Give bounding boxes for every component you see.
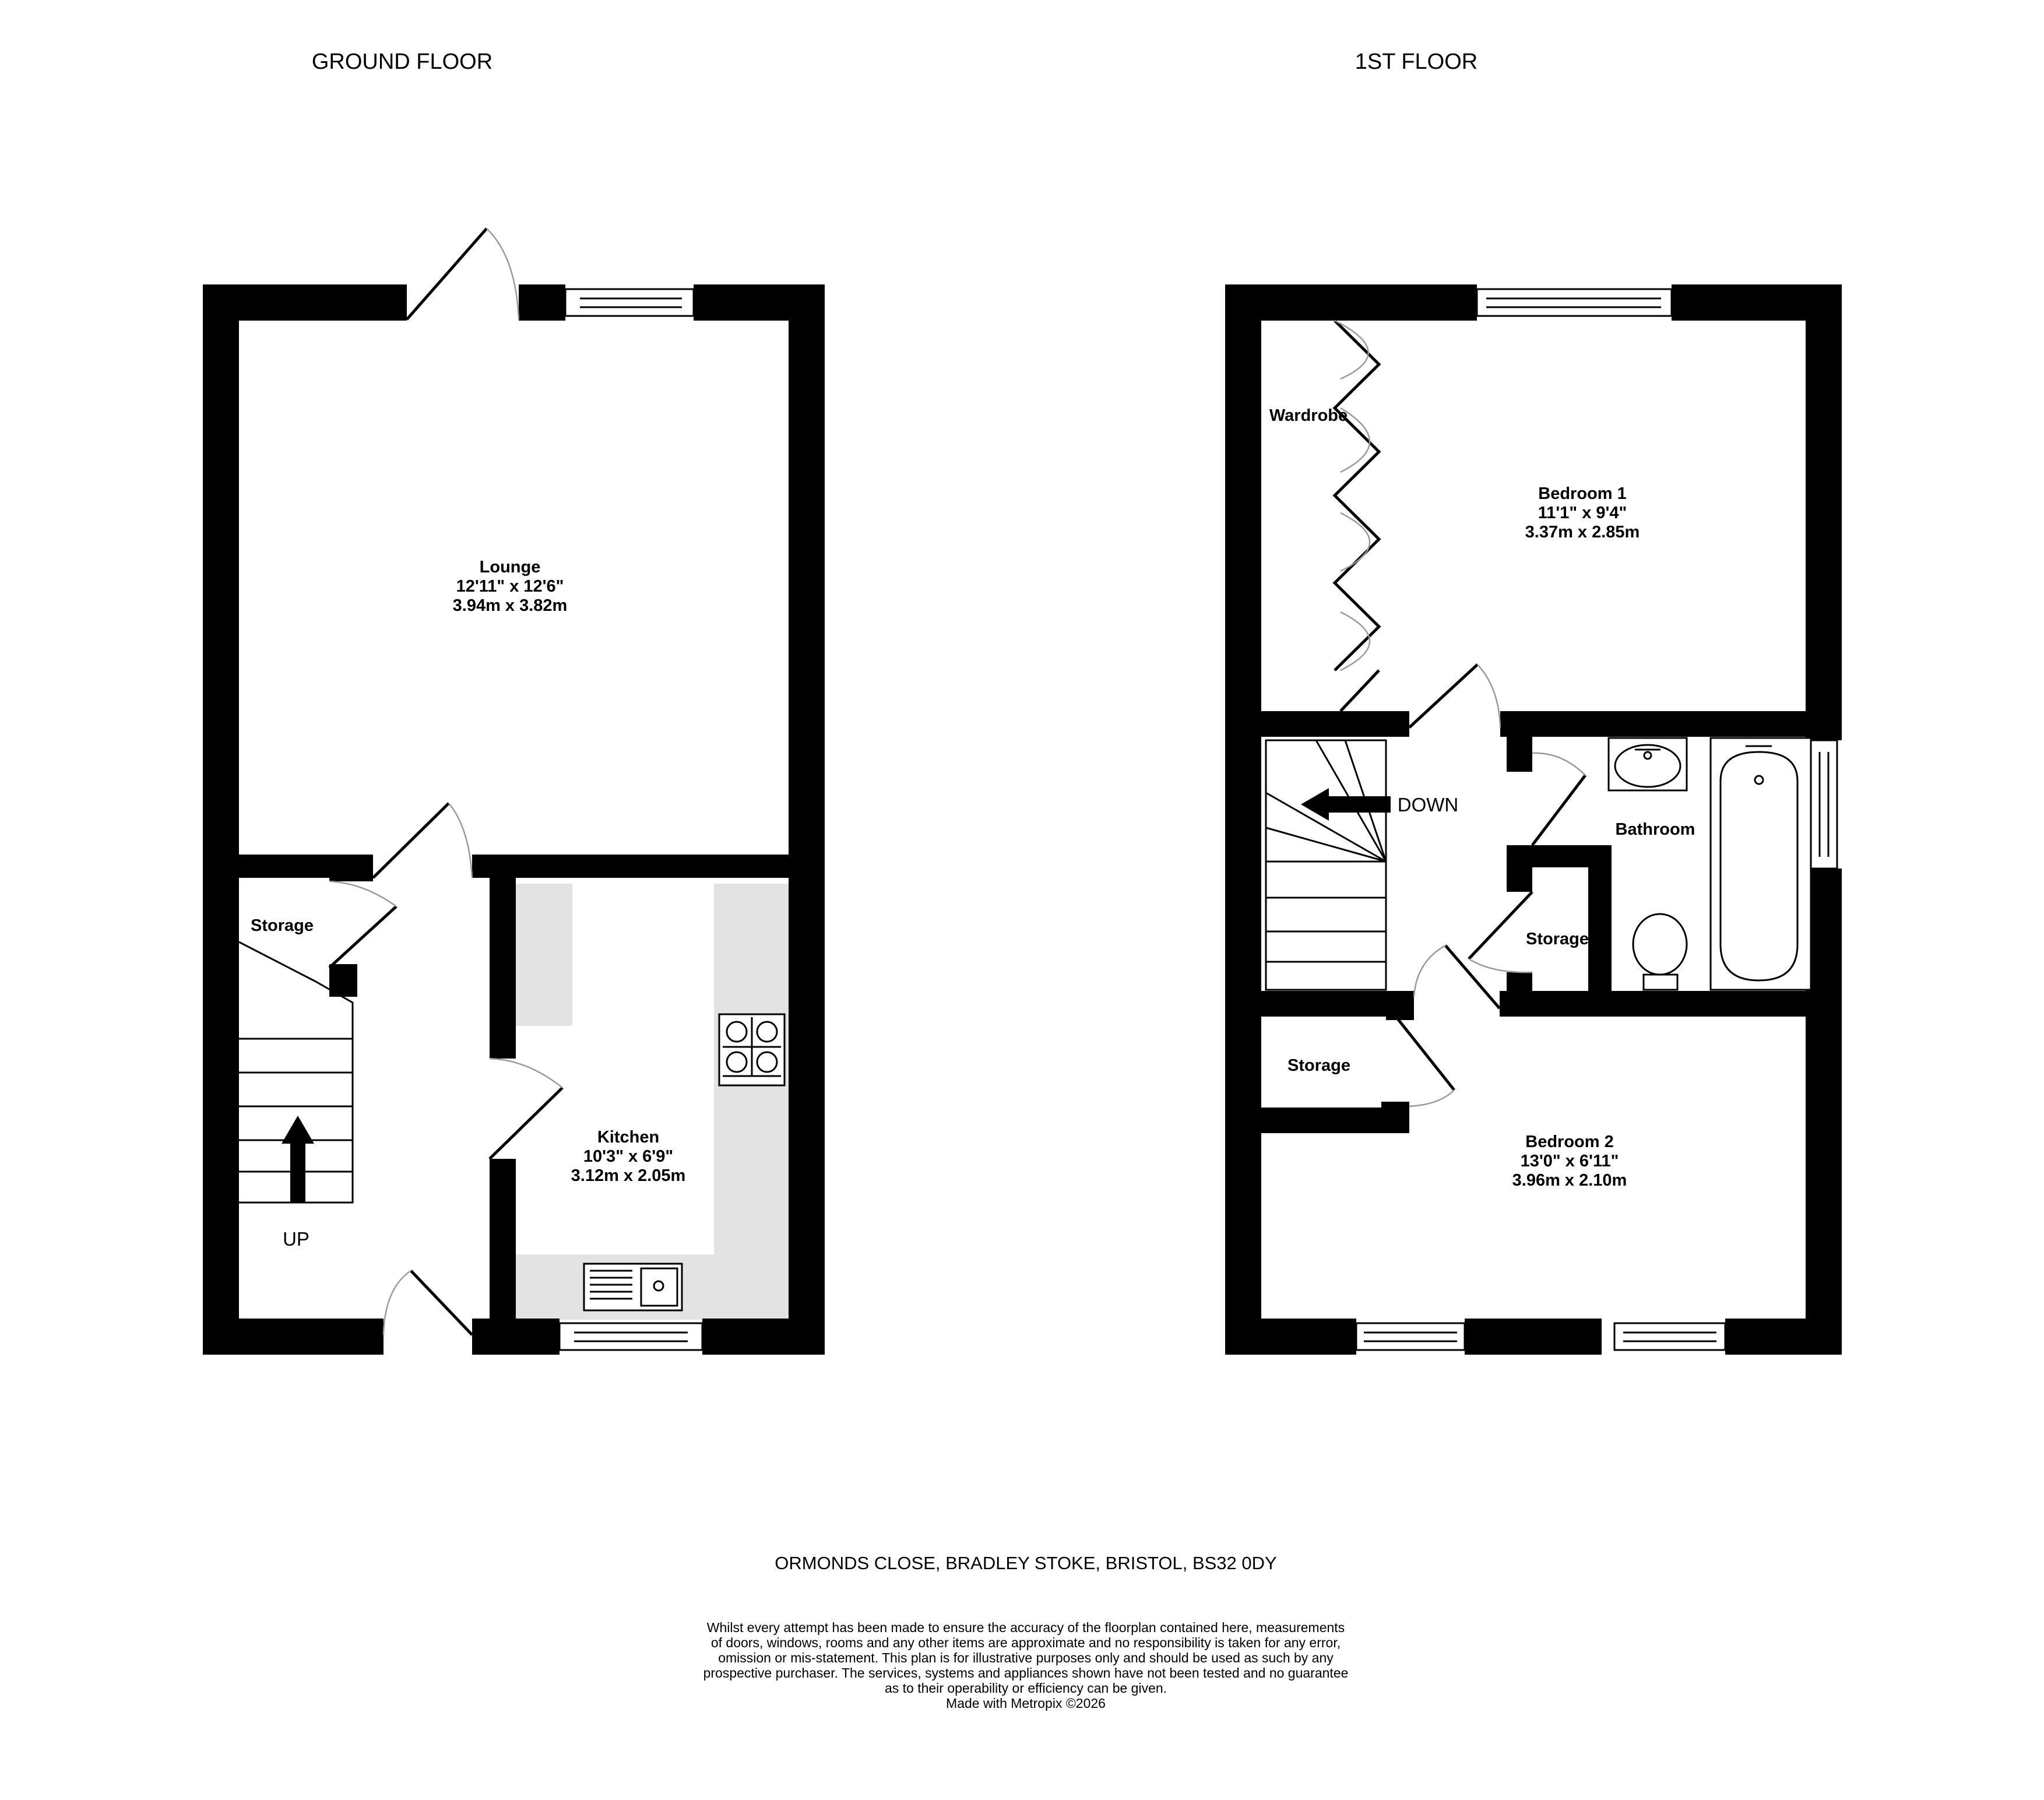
ground-left-wall: [203, 284, 239, 1355]
kitchen-left-wall-lower: [490, 1159, 516, 1319]
storage-door: [329, 906, 396, 968]
kitchen-label: Kitchen: [597, 1128, 660, 1147]
lounge-dims-imperial: 12'11" x 12'6": [456, 577, 564, 596]
lounge-dims-metric: 3.94m x 3.82m: [452, 596, 568, 615]
first-floor-plan: [1225, 284, 1842, 1355]
metropix-credit: Made with Metropix ©2026: [946, 1696, 1106, 1711]
svg-text:prospective purchaser. The ser: prospective purchaser. The services, systems and appliances shown have not been tested and no guarantee: [703, 1665, 1349, 1681]
ground-floor-plan: [203, 228, 825, 1355]
ground-floor-title: GROUND FLOOR: [311, 50, 493, 74]
disclaimer: [703, 1620, 1349, 1711]
landing-storage-label: Storage: [1526, 930, 1589, 948]
bedroom2-label: Bedroom 2: [1525, 1133, 1614, 1151]
stairs-up-label: UP: [283, 1228, 309, 1250]
kitchen-counter-upper: [516, 884, 572, 1026]
first-stairs: [1266, 740, 1391, 990]
bedroom2-dims-imperial: 13'0" x 6'11": [1520, 1152, 1619, 1170]
toilet-icon: [1633, 914, 1687, 990]
wardrobe-label: Wardrobe: [1269, 406, 1348, 425]
svg-text:of doors, windows, rooms and a: of doors, windows, rooms and any other items are approximate and no responsibility is taken for any error,: [710, 1635, 1341, 1650]
wardrobe-doors: [1335, 321, 1379, 670]
landing-bedroom2-wall-right: [1500, 991, 1806, 1017]
first-bottom-wall-left: [1225, 1319, 1356, 1355]
kitchen-dims-imperial: 10'3" x 6'9": [583, 1147, 674, 1166]
bathtub-icon: [1711, 738, 1811, 990]
sink-icon: [584, 1264, 682, 1310]
bedroom2-window-right: [1614, 1323, 1725, 1350]
ground-storage-label: Storage: [251, 916, 314, 935]
bedroom2-dims-metric: 3.96m x 2.10m: [1512, 1171, 1627, 1190]
ground-bottom-wall-mid: [472, 1319, 560, 1355]
washbasin-icon: [1609, 738, 1687, 790]
bathroom-label: Bathroom: [1615, 820, 1695, 839]
ground-top-wall-mid: [519, 284, 565, 321]
ground-bottom-wall-left: [203, 1319, 384, 1355]
storage-bathroom-wall: [1588, 845, 1612, 991]
bedroom1-window: [1477, 289, 1672, 316]
first-top-wall-left: [1225, 284, 1430, 321]
kitchen-left-wall-upper: [490, 878, 516, 1059]
ground-bottom-wall-right: [702, 1319, 825, 1355]
landing-storage-door: [1469, 892, 1532, 959]
stairs-down-label: DOWN: [1397, 794, 1459, 815]
ground-top-wall-right: [694, 284, 825, 321]
bathroom-door: [1532, 775, 1585, 845]
property-address: ORMONDS CLOSE, BRADLEY STOKE, BRISTOL, BS32 0DY: [775, 1553, 1277, 1573]
bedroom1-bathroom-wall: [1500, 711, 1806, 737]
first-right-wall-upper: [1806, 284, 1842, 740]
bedroom1-door: [1409, 665, 1477, 727]
lounge-door: [373, 803, 449, 878]
ground-top-wall-left: [203, 284, 407, 321]
hob-icon: [719, 1014, 784, 1085]
bedroom1-label: Bedroom 1: [1538, 484, 1627, 503]
svg-text:Whilst every attempt has been: Whilst every attempt has been made to ensure the accuracy of the floorplan contained here, measurements: [706, 1620, 1345, 1635]
first-left-wall: [1225, 284, 1261, 1355]
svg-text:as to their operability or eff: as to their operability or efficiency can be given.: [884, 1681, 1167, 1696]
kitchen-window: [560, 1323, 702, 1350]
bedroom1-stair-wall: [1261, 711, 1409, 737]
first-top-wall-right: [1718, 284, 1842, 321]
bathroom-window: [1810, 740, 1837, 869]
bedroom1-dims-metric: 3.37m x 2.85m: [1525, 523, 1640, 542]
first-floor-title: 1ST FLOOR: [1355, 50, 1478, 74]
first-bottom-wall-mid: [1465, 1319, 1602, 1355]
kitchen-counter-right: [714, 884, 789, 1320]
svg-text:omission or mis-statement. Thi: omission or mis-statement. This plan is for illustrative purposes only and should be used as such by any: [718, 1650, 1334, 1665]
garden-door: [407, 228, 487, 319]
kitchen-dims-metric: 3.12m x 2.05m: [571, 1166, 686, 1185]
lounge-kitchen-wall: [472, 855, 789, 878]
kitchen-door: [490, 1088, 562, 1159]
bedroom2-storage-door: [1396, 1017, 1454, 1090]
front-door: [411, 1271, 472, 1335]
bedroom2-storage-label: Storage: [1287, 1056, 1350, 1075]
bedroom2-window-left: [1356, 1323, 1465, 1350]
bedroom1-dims-imperial: 11'1" x 9'4": [1538, 504, 1627, 522]
lounge-label: Lounge: [479, 558, 541, 576]
up-arrow-icon: [282, 1116, 314, 1144]
first-bottom-wall-right: [1725, 1319, 1842, 1355]
lounge-window: [565, 289, 694, 316]
ground-right-wall: [789, 284, 825, 1355]
